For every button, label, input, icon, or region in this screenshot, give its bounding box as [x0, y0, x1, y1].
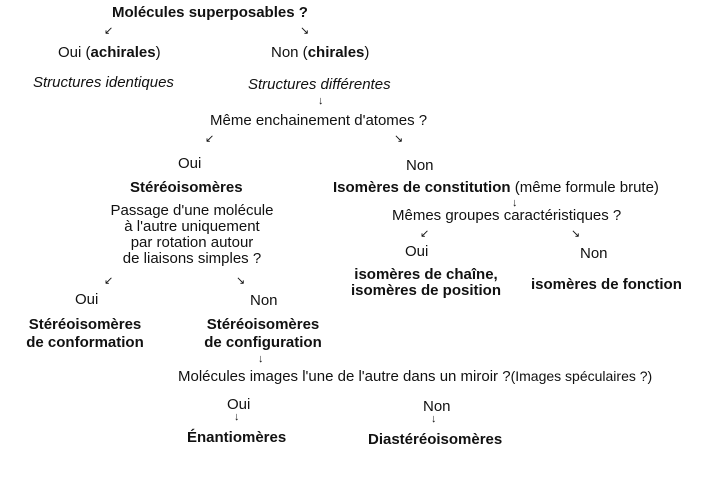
arrow-down-left-icon: ↙: [205, 133, 215, 145]
chain-isomers-line: isomères de chaîne,: [354, 266, 498, 283]
mirror-extra: (Images spéculaires ?): [510, 368, 653, 384]
mirror-question: Molécules images l'une de l'autre dans un miroir ?: [178, 368, 511, 385]
arrow-down-right-icon: ↘: [300, 25, 310, 37]
arrow-down-icon: ↓: [234, 411, 240, 423]
achiral-prefix: Oui (: [58, 44, 91, 61]
achiral-suffix: ): [155, 44, 161, 61]
achiral-label: [58, 44, 161, 61]
arrow-down-right-icon: ↘: [236, 275, 246, 287]
chiral-prefix: Non (: [271, 44, 308, 61]
diastereoisomers: Diastéréoisomères: [368, 431, 503, 448]
stereoisomers-title: Stéréoisomères: [130, 179, 243, 196]
achiral-bold: achirales: [90, 44, 156, 61]
constitution-title-row: [333, 179, 659, 196]
configuration-line: Stéréoisomères: [206, 316, 320, 333]
conformation-yes-label: Oui: [75, 291, 99, 308]
configuration-stereoisomers: [188, 316, 338, 352]
rotation-question-line: par rotation autour: [130, 234, 254, 251]
arrow-down-right-icon: ↘: [394, 133, 404, 145]
arrow-down-icon: ↓: [318, 95, 324, 107]
rotation-question-line: Passage d'une molécule: [110, 202, 274, 219]
different-structures-note: Structures différentes: [248, 76, 391, 93]
functional-no-label: Non: [580, 245, 608, 262]
arrow-down-left-icon: ↙: [104, 275, 114, 287]
arrow-down-icon: ↓: [258, 353, 264, 365]
constitution-no-label: Non: [406, 157, 434, 174]
same-chain-question: Même enchainement d'atomes ?: [210, 112, 428, 129]
arrow-down-right-icon: ↘: [571, 228, 581, 240]
conformation-line: de conformation: [26, 334, 144, 351]
rotation-question: [92, 203, 292, 267]
constitution-extra: (même formule brute): [514, 179, 659, 196]
chiral-bold: chirales: [307, 44, 365, 61]
constitution-title: Isomères de constitution: [333, 179, 511, 196]
rotation-question-line: à l'autre uniquement: [124, 218, 260, 235]
position-isomers-line: isomères de position: [350, 282, 502, 299]
functional-groups-question: Mêmes groupes caractéristiques ?: [392, 207, 622, 224]
configuration-no-label: Non: [250, 292, 278, 309]
chiral-label: [271, 44, 369, 61]
arrow-down-left-icon: ↙: [420, 228, 430, 240]
rotation-question-line: de liaisons simples ?: [122, 250, 262, 267]
chiral-suffix: ): [364, 44, 370, 61]
function-isomers: isomères de fonction: [531, 276, 682, 293]
conformation-line: Stéréoisomères: [28, 316, 142, 333]
diastereo-no-label: Non: [423, 398, 451, 415]
stereo-yes-label: Oui: [178, 155, 202, 172]
enantiomers: Énantiomères: [187, 429, 287, 446]
conformation-stereoisomers: [10, 316, 160, 352]
configuration-line: de configuration: [204, 334, 322, 351]
enantiomer-yes-label: Oui: [227, 396, 251, 413]
arrow-down-icon: ↓: [431, 413, 437, 425]
identical-structures-note: Structures identiques: [33, 74, 174, 91]
functional-yes-label: Oui: [405, 243, 429, 260]
arrow-down-icon: ↓: [512, 197, 518, 209]
root-question: Molécules superposables ?: [112, 4, 308, 21]
arrow-down-left-icon: ↙: [104, 25, 114, 37]
chain-position-isomers: [340, 267, 512, 299]
mirror-question-row: [178, 368, 652, 385]
